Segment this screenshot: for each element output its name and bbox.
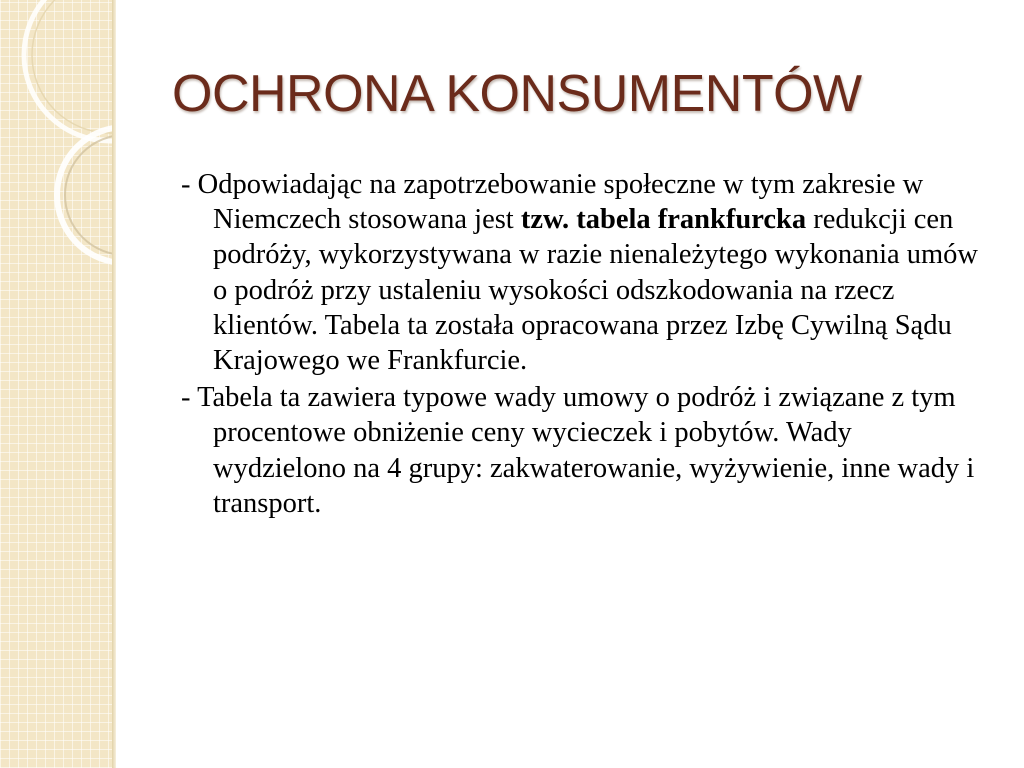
paragraph-frankfurt-table-contents: - Tabela ta zawiera typowe wady umowy o podróż i związane z tym procentowe obniżenie ceny wycieczek i pobytów. Wady wydzielono na 4 grupy: zakwaterowanie, wyżywienie, inne wady i transport.: [181, 382, 975, 519]
paragraph-frankfurt-table-intro: [181, 167, 991, 378]
paragraph-1-text-end: redukcji cen podróży, wykorzystywana w razie nienależytego wykonania umów o podróż przy ustaleniu wysokości odszkodowania na rzecz klientów. Tabela ta została opracowana przez Izbę Cywilną Sądu Krajowego we Frankfurcie.: [213, 204, 979, 377]
slide-body: [181, 167, 991, 521]
paragraph-1-bold-term: tzw. tabela frankfurcka: [520, 204, 807, 236]
slide-title: OCHRONA KONSUMENTÓW: [172, 65, 862, 123]
decorative-circles-graphic: [0, 0, 112, 768]
decorative-side-panel: [0, 0, 112, 768]
paragraph-1-text-start: - Odpowiadając na zapotrzebowanie społeczne w tym zakresie w Niemczech stosowana jest: [181, 169, 924, 236]
side-panel-edge: [112, 0, 116, 768]
